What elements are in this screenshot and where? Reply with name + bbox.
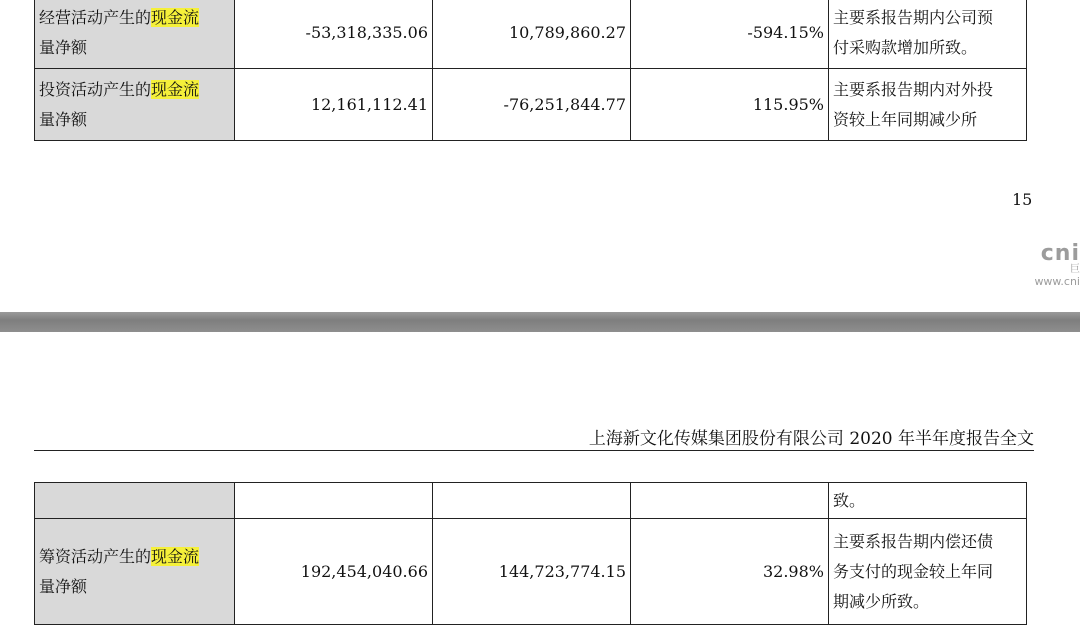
empty-cell	[35, 483, 235, 519]
reason-line: 付采购款增加所致。	[833, 37, 978, 57]
cash-flow-table-part1	[34, 0, 1027, 141]
label-text: 量净额	[39, 576, 88, 596]
row-label-operating	[35, 0, 235, 69]
change-reason	[829, 519, 1027, 625]
table-row	[35, 0, 1027, 69]
current-period-value: -53,318,335.06	[235, 0, 433, 69]
current-period-value: 192,454,040.66	[235, 519, 433, 625]
reason-line: 务支付的现金较上年同	[833, 561, 994, 581]
watermark-url: www.cni	[1034, 275, 1080, 288]
change-reason	[829, 0, 1027, 69]
site-watermark	[1028, 241, 1080, 288]
page-number: 15	[1012, 190, 1033, 209]
label-text: 筹资活动产生的	[39, 546, 152, 566]
table-row	[35, 519, 1027, 625]
prior-period-value: 144,723,774.15	[433, 519, 631, 625]
prior-period-value: -76,251,844.77	[433, 69, 631, 141]
change-percent: -594.15%	[631, 0, 829, 69]
header-rule	[34, 450, 1034, 451]
reason-line: 主要系报告期内公司预	[833, 7, 994, 27]
reason-line: 主要系报告期内对外投	[833, 79, 994, 99]
table-row	[35, 69, 1027, 141]
watermark-subtext: 巨	[1070, 264, 1080, 275]
report-page-bottom	[0, 332, 1080, 628]
continuation-note: 致。	[829, 483, 1027, 519]
report-page-top	[0, 0, 1080, 312]
row-label-financing	[35, 519, 235, 625]
label-text: 投资活动产生的	[39, 79, 152, 99]
empty-cell	[631, 483, 829, 519]
page-separator	[0, 312, 1080, 332]
empty-cell	[433, 483, 631, 519]
search-highlight: 现金流	[151, 7, 200, 27]
label-text: 经营活动产生的	[39, 7, 152, 27]
reason-line: 主要系报告期内偿还债	[833, 531, 994, 551]
prior-period-value: 10,789,860.27	[433, 0, 631, 69]
row-label-investing	[35, 69, 235, 141]
search-highlight: 现金流	[151, 79, 200, 99]
label-text: 量净额	[39, 109, 88, 129]
watermark-logo-text: cni	[1040, 241, 1080, 266]
document-header: 上海新文化传媒集团股份有限公司 2020 年半年度报告全文	[588, 429, 1034, 449]
change-percent: 32.98%	[631, 519, 829, 625]
change-percent: 115.95%	[631, 69, 829, 141]
label-text: 量净额	[39, 37, 88, 57]
empty-cell	[235, 483, 433, 519]
change-reason	[829, 69, 1027, 141]
search-highlight: 现金流	[151, 546, 200, 566]
table-row	[35, 483, 1027, 519]
reason-line: 期减少所致。	[833, 591, 930, 611]
current-period-value: 12,161,112.41	[235, 69, 433, 141]
reason-line: 资较上年同期减少所	[833, 109, 978, 129]
cash-flow-table-part2	[34, 482, 1027, 625]
